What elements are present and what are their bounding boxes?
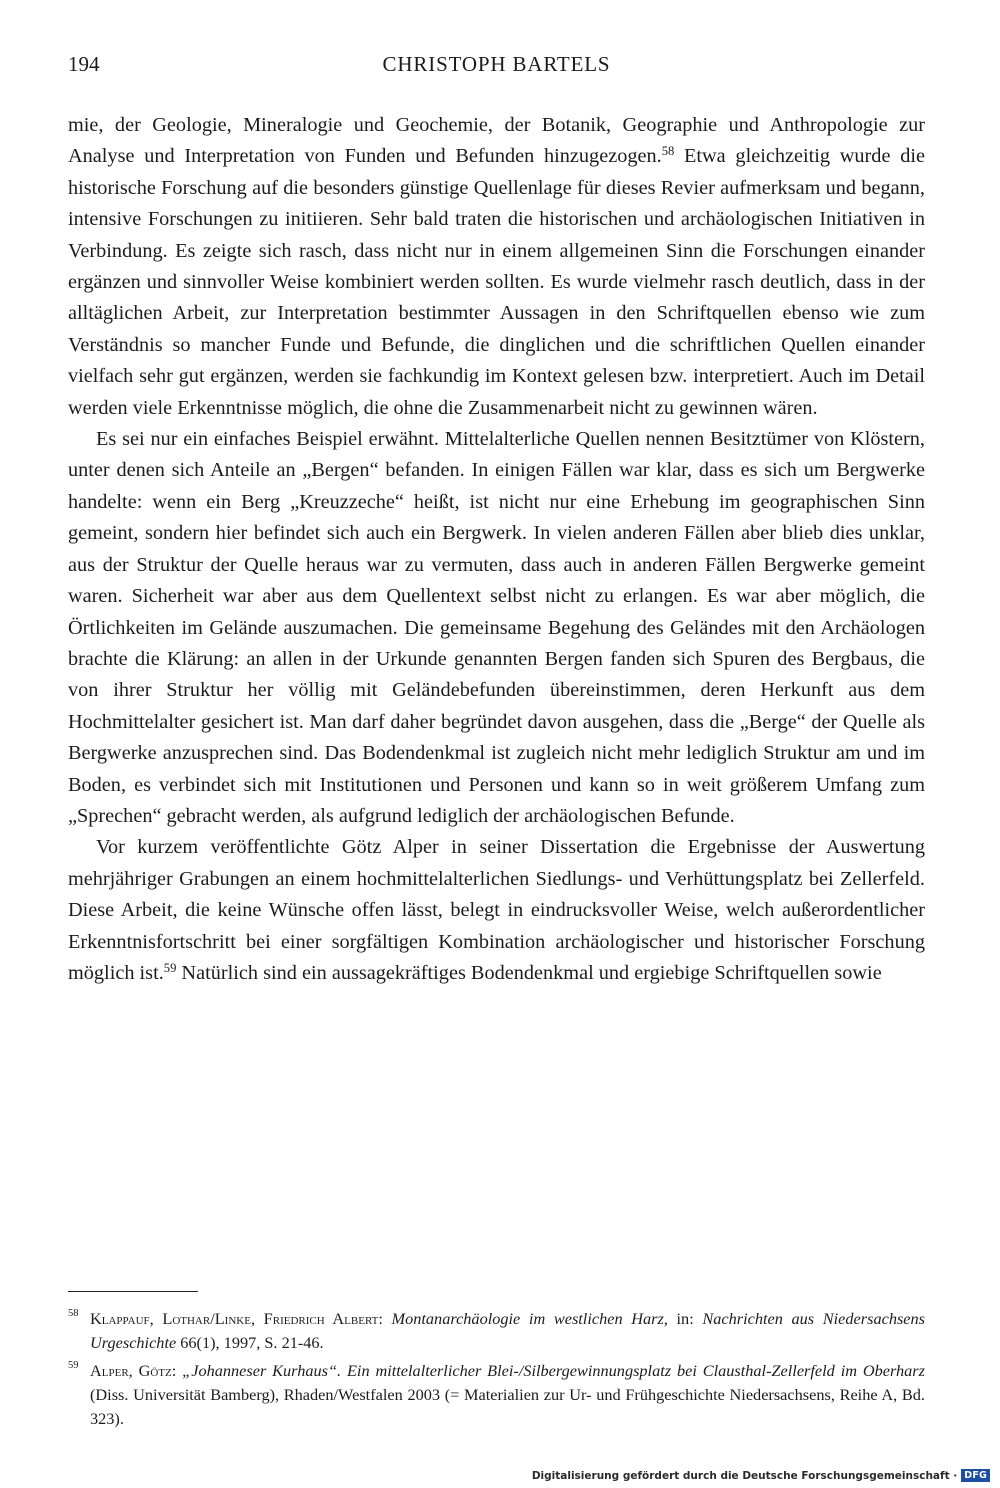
footnote-journal: Nachrichten aus Niedersachsens Urgeschichte: [90, 1309, 925, 1352]
paragraph-1-text-b: Etwa gleichzeitig wurde die historische Forschung auf die besonders günstige Quellenlage für dieses Revier aufmerksam und begann, intensive Forschungen zu initiieren. Sehr bald traten die historischen und archäologischen Initiativen in Verbindung. Es zeigte sich rasch, dass nicht nur in einem allgemeinen Sinn die Forschungen einander ergänzen und sinnvoller Weise kombiniert werden sollten. Es wurde vielmehr rasch deutlich, dass in der alltäglichen Arbeit, zur Interpretation bestimmter Aussagen in den Schriftquellen ebenso wie zum Verständnis so mancher Funde und Befunde, die dinglichen und die schriftlichen Quellen einander vielfach sehr gut ergänzen, werden sie fachkundig im Kontext gelesen bzw. interpretiert. Auch im Detail werden viele Erkenntnisse möglich, die ohne die Zusammenarbeit nicht zu gewinnen wären.: [68, 145, 925, 419]
footnote-authors: Alper, Götz:: [90, 1361, 177, 1380]
page: [68, 52, 925, 989]
footnote-rest: (Diss. Universität Bamberg), Rhaden/Westfalen 2003 (= Materialien zur Ur- und Frühgeschichte Niedersachsens, Reihe A, Bd. 323).: [90, 1385, 925, 1428]
paragraph-2: Es sei nur ein einfaches Beispiel erwähnt. Mittelalterliche Quellen nennen Besitztümer von Klöstern, unter denen sich Anteile an „Bergen“ befanden. In einigen Fällen war klar, dass es sich um Bergwerke handelte: wenn ein Berg „Kreuzzeche“ heißt, ist nicht nur eine Erhebung im geographischen Sinn gemeint, sondern hier befindet sich auch ein Bergwerk. In vielen anderen Fällen aber blieb dies unklar, aus der Struktur der Quelle heraus war zu vermuten, dass auch in anderen Fällen Bergwerke gemeint waren. Sicherheit war aber aus dem Quellentext selbst nicht zu erlangen. Es war aber möglich, die Örtlichkeiten im Gelände auszumachen. Die gemeinsame Begehung des Geländes mit den Archäologen brachte die Klärung: an allen in der Urkunde genannten Bergen fanden sich Spuren des Bergbaus, die von ihrer Struktur her völlig mit Geländebefunden übereinstimmen, deren Herkunft aus dem Hochmittelalter gesichert ist. Man darf daher begründet davon ausgehen, dass die „Berge“ der Quelle als Bergwerke anzusprechen sind. Das Bodendenkmal ist zugleich nicht mehr lediglich Struktur am und im Boden, es verbindet sich mit Institutionen und Personen und kann so in weit größerem Umfang zum „Sprechen“ gebracht werden, als aufgrund lediglich der archäologischen Befunde.: [68, 428, 925, 827]
page-number: 194: [68, 52, 100, 76]
paragraph-3-text-a: Vor kurzem veröffentlichte Götz Alper in seiner Dissertation die Ergebnisse der Auswertung mehrjähriger Grabungen an einem hochmittelalterlichen Siedlungs- und Verhüttungsplatz bei Zellerfeld. Diese Arbeit, die keine Wünsche offen lässt, belegt in eindrucksvoller Weise, welch außerordentlicher Erkenntnisfortschritt bei einer sorgfältigen Kombination archäologischer und historischer Forschung möglich ist.: [68, 836, 925, 984]
footnote-mid: , in:: [663, 1309, 703, 1328]
paragraph-3: [68, 832, 925, 989]
footnote-title: „Johanneser Kurhaus“. Ein mittelalterlicher Blei-/Silbergewinnungsplatz bei Clausthal-Zellerfeld im Oberharz: [182, 1361, 925, 1380]
paragraph-1: [68, 110, 925, 424]
page-header: [68, 52, 925, 82]
footnote-divider: [68, 1291, 198, 1292]
digitization-footer: [532, 1469, 990, 1482]
footnote-mark: 58: [68, 1308, 79, 1319]
body-text: [68, 110, 925, 989]
footnote-ref-58[interactable]: 58: [661, 144, 675, 159]
paragraph-1-text-a: mie, der Geologie, Mineralogie und Geochemie, der Botanik, Geographie und Anthropologie zur Analyse und Interpretation von Funden und Befunden hinzugezogen.: [68, 114, 925, 168]
dfg-logo-icon: DFG: [961, 1469, 990, 1482]
running-head: CHRISTOPH BARTELS: [382, 52, 611, 76]
paragraph-3-text-b: Natürlich sind ein aussagekräftiges Bodendenkmal und ergiebige Schriftquellen sowie: [176, 961, 882, 984]
footnote-rest: 66(1), 1997, S. 21-46.: [176, 1333, 324, 1352]
footnotes: [68, 1307, 925, 1435]
footnote-59: [68, 1359, 925, 1431]
digitization-note: Digitalisierung gefördert durch die Deutsche Forschungsgemeinschaft ·: [531, 1469, 958, 1482]
footnote-mark: 59: [68, 1360, 79, 1371]
footnote-authors: Klappauf, Lothar/Linke, Friedrich Albert:: [90, 1309, 383, 1328]
footnote-58: [68, 1307, 925, 1355]
footnote-title: Montanarchäologie im westlichen Harz: [391, 1309, 664, 1328]
footnote-ref-59[interactable]: 59: [163, 961, 177, 976]
